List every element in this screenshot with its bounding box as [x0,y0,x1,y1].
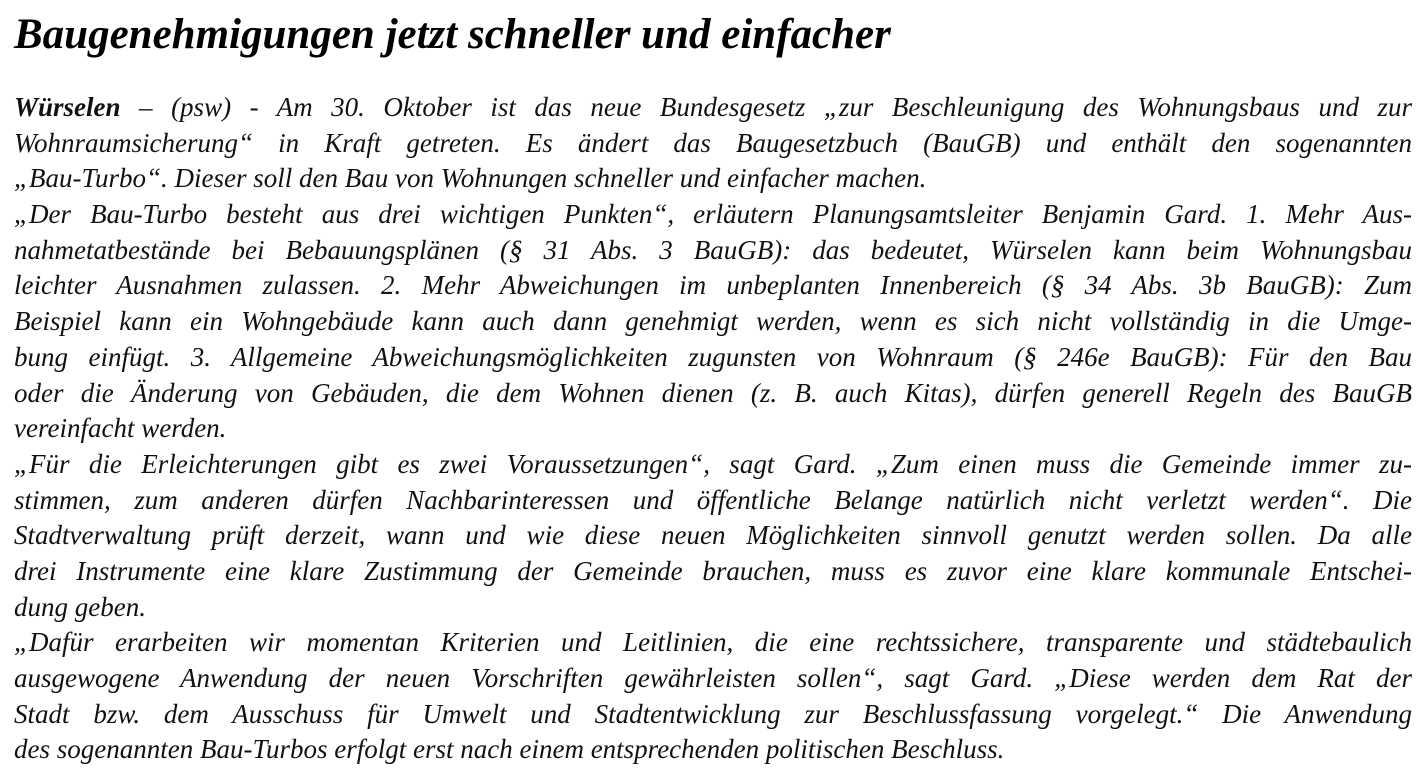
text-line: Stadtverwaltung prüft derzeit, wann und wie diese neuen Möglichkeiten sinnvoll genutzt werden sollen. Da alle [14,520,1412,551]
text-line: Wohnraumsicherung“ in Kraft getreten. Es ändert das Baugesetzbuch (BauGB) und enthält den sogenannten [14,127,1412,158]
text-line: vereinfacht werden. [14,413,227,444]
text-line: Stadt bzw. dem Ausschuss für Umwelt und Stadtentwicklung zur Beschlussfassung vorgelegt.“ Die Anwendung [14,698,1412,729]
text-line: „Dafür erarbeiten wir momentan Kriterien und Leitlinien, die eine rechtssichere, transparente und städtebaulich [14,627,1412,658]
text-line: „Bau-Turbo“. Dieser soll den Bau von Wohnungen schneller und einfacher machen. [14,163,927,194]
text-line: des sogenannten Bau-Turbos erfolgt erst nach einem entsprechenden politischen Beschluss. [14,734,1005,765]
text-line: oder die Änderung von Gebäuden, die dem Wohnen dienen (z. B. auch Kitas), dürfen generell Regeln des BauGB [14,377,1412,408]
text-line-content: – (psw) - Am 30. Oktober ist das neue Bundesgesetz „zur Beschleunigung des Wohnungsbaus und zur [120,92,1412,122]
dateline: Würselen [14,92,121,122]
text-line: dung geben. [14,591,146,622]
text-line: drei Instrumente eine klare Zustimmung der Gemeinde brauchen, muss es zuvor eine klare kommunale Entschei- [14,555,1412,586]
text-line: bung einfügt. 3. Allgemeine Abweichungsmöglichkeiten zugunsten von Wohnraum (§ 246e BauGB): Für den Bau [14,341,1412,372]
text-line: Beispiel kann ein Wohngebäude kann auch dann genehmigt werden, wenn es sich nicht vollständig in die Umge- [14,306,1412,337]
text-line: stimmen, zum anderen dürfen Nachbarinteressen und öffentliche Belange natürlich nicht verletzt werden“. Die [14,484,1412,515]
text-line: „Der Bau-Turbo besteht aus drei wichtigen Punkten“, erläutern Planungsamtsleiter Benjamin Gard. 1. Mehr Aus- [14,199,1412,230]
text-line: ausgewogene Anwendung der neuen Vorschriften gewährleisten sollen“, sagt Gard. „Diese werden dem Rat der [14,663,1412,693]
article [14,0,1412,768]
headline: Baugenehmigungen jetzt schneller und einfacher [14,11,891,58]
text-line [14,90,1412,126]
text-line: „Für die Erleichterungen gibt es zwei Voraussetzungen“, sagt Gard. „Zum einen muss die Gemeinde immer zu- [14,448,1412,479]
text-line: leichter Ausnahmen zulassen. 2. Mehr Abweichungen im unbeplanten Innenbereich (§ 34 Abs. 3b BauGB): Zum [14,270,1412,301]
text-line: nahmetatbestände bei Bebauungsplänen (§ 31 Abs. 3 BauGB): das bedeutet, Würselen kann beim Wohnungsbau [14,234,1412,265]
article-body [14,90,1412,768]
